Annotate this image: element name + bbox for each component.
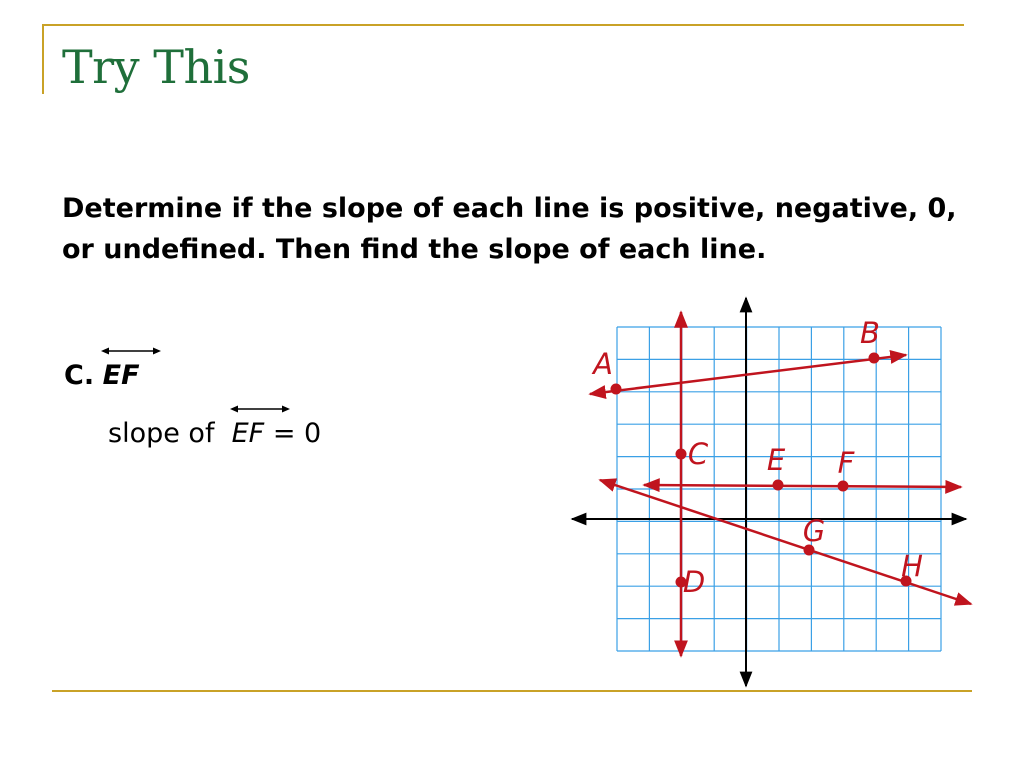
answer-suffix: = 0 xyxy=(272,418,322,449)
bottom-border-line xyxy=(52,690,972,692)
line-ab xyxy=(590,355,906,394)
double-arrow-icon xyxy=(230,404,290,414)
instructions-text: Determine if the slope of each line is positive, negative, 0, or undefined. Then find the slope of each line. xyxy=(62,193,957,265)
point-e xyxy=(773,480,784,491)
line-ef-name: EF xyxy=(102,360,140,391)
point-c xyxy=(676,449,687,460)
point-b xyxy=(869,353,880,364)
point-label-c: C xyxy=(687,437,709,471)
point-label-h: H xyxy=(901,549,923,583)
answer-text xyxy=(108,418,321,449)
answer-line-notation xyxy=(232,418,265,449)
top-border-line xyxy=(42,24,964,26)
point-label-g: G xyxy=(802,514,826,548)
point-a xyxy=(611,384,622,395)
slide-title: Try This xyxy=(62,40,250,94)
answer-line-name: EF xyxy=(231,418,265,449)
point-label-e: E xyxy=(766,443,786,477)
part-c-label xyxy=(64,360,140,391)
point-label-f: F xyxy=(837,446,855,480)
point-label-b: B xyxy=(860,316,880,350)
line-ef xyxy=(644,485,961,487)
line-gh xyxy=(600,480,971,604)
part-letter: C. xyxy=(64,360,95,391)
left-border-line xyxy=(42,26,44,94)
point-label-d: D xyxy=(682,565,706,599)
line-ef-notation xyxy=(103,360,140,391)
point-f xyxy=(838,481,849,492)
coordinate-graph xyxy=(566,292,976,692)
graph-points xyxy=(591,316,923,599)
point-label-a: A xyxy=(593,347,613,381)
answer-prefix: slope of xyxy=(108,418,215,449)
double-arrow-icon xyxy=(101,346,161,356)
